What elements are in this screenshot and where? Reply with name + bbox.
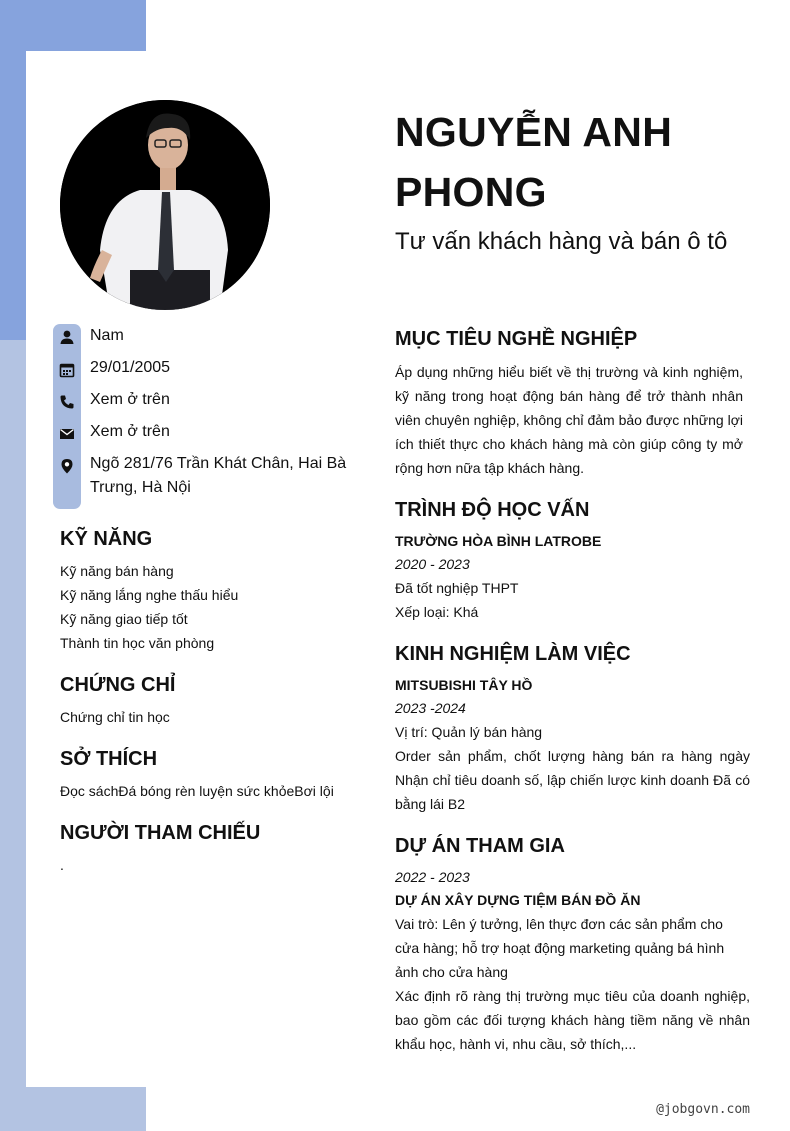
phone-icon bbox=[59, 394, 75, 410]
skill-item: Kỹ năng giao tiếp tốt bbox=[60, 611, 188, 627]
experience-description: Order sản phẩm, chốt lượng hàng bán ra hàng ngày Nhận chỉ tiêu doanh số, lập chiến lược kinh doanh Đã có bằng lái B2 bbox=[395, 748, 750, 812]
info-phone: Xem ở trên bbox=[90, 391, 170, 408]
certificate-item: Chứng chỉ tin học bbox=[60, 709, 170, 725]
objective-text: Áp dụng những hiểu biết về thị trường và kinh nghiệm, kỹ năng trong hoạt động bán hàng để trở thành nhân viên chuyên nghiệp, không chỉ đảm bảo được những lợi ích thiết thực cho khách hàng mà còn giúp công ty mở rộng hơn nữa tập khách hàng. bbox=[395, 364, 743, 476]
experience-company: MITSUBISHI TÂY HỒ bbox=[395, 677, 533, 693]
project-description: Xác định rõ ràng thị trường mục tiêu của doanh nghiệp, bao gồm các đối tượng khách hàng tiềm năng về nhân khẩu học, hành vi, nhu cầu, sở thích,... bbox=[395, 988, 750, 1052]
info-address: Ngõ 281/76 Trần Khát Chân, Hai Bà Trưng, Hà Nội bbox=[90, 455, 347, 496]
skill-item: Kỹ năng bán hàng bbox=[60, 563, 174, 579]
project-role: Vai trò: Lên ý tưởng, lên thực đơn các sản phẩm cho cửa hàng; hỗ trợ hoạt động marketing quảng bá hình ảnh cho cửa hàng bbox=[395, 916, 725, 980]
experience-title: KINH NGHIỆM LÀM VIỆC bbox=[395, 643, 631, 665]
experience-period: 2023 -2024 bbox=[395, 700, 466, 716]
info-icon-bar bbox=[53, 324, 81, 509]
education-school: TRƯỜNG HÒA BÌNH LATROBE bbox=[395, 533, 602, 549]
profile-photo bbox=[60, 100, 270, 310]
references-title: NGƯỜI THAM CHIẾU bbox=[60, 822, 261, 844]
info-birthday: 29/01/2005 bbox=[90, 359, 171, 376]
candidate-name: NGUYỄN ANH PHONG bbox=[395, 109, 673, 215]
hobbies-title: SỞ THÍCH bbox=[60, 748, 158, 770]
person-icon bbox=[59, 329, 75, 345]
info-email: Xem ở trên bbox=[90, 423, 170, 440]
project-period: 2022 - 2023 bbox=[395, 869, 470, 885]
education-period: 2020 - 2023 bbox=[395, 556, 470, 572]
skill-item: Kỹ năng lắng nghe thấu hiểu bbox=[60, 587, 239, 603]
projects-title: DỰ ÁN THAM GIA bbox=[395, 835, 565, 857]
education-grade: Xếp loại: Khá bbox=[395, 604, 479, 620]
education-title: TRÌNH ĐỘ HỌC VẤN bbox=[395, 499, 590, 521]
experience-position: Vị trí: Quản lý bán hàng bbox=[395, 724, 543, 740]
calendar-icon bbox=[59, 362, 75, 378]
watermark-text: @jobgovn.com bbox=[656, 1102, 750, 1117]
skills-title: KỸ NĂNG bbox=[60, 528, 153, 550]
references-text: . bbox=[60, 857, 64, 873]
hobbies-text: Đọc sáchĐá bóng rèn luyện sức khỏeBơi lội bbox=[60, 783, 334, 799]
education-detail: Đã tốt nghiệp THPT bbox=[395, 580, 519, 596]
skill-item: Thành tin học văn phòng bbox=[60, 635, 215, 651]
location-pin-icon bbox=[59, 458, 75, 474]
job-title: Tư vấn khách hàng và bán ô tô bbox=[395, 228, 728, 255]
mail-icon bbox=[59, 426, 75, 442]
project-name: DỰ ÁN XÂY DỰNG TIỆM BÁN ĐỒ ĂN bbox=[395, 892, 641, 908]
info-gender: Nam bbox=[90, 327, 124, 344]
objective-title: MỤC TIÊU NGHỀ NGHIỆP bbox=[395, 328, 638, 350]
certificates-title: CHỨNG CHỈ bbox=[60, 674, 176, 696]
